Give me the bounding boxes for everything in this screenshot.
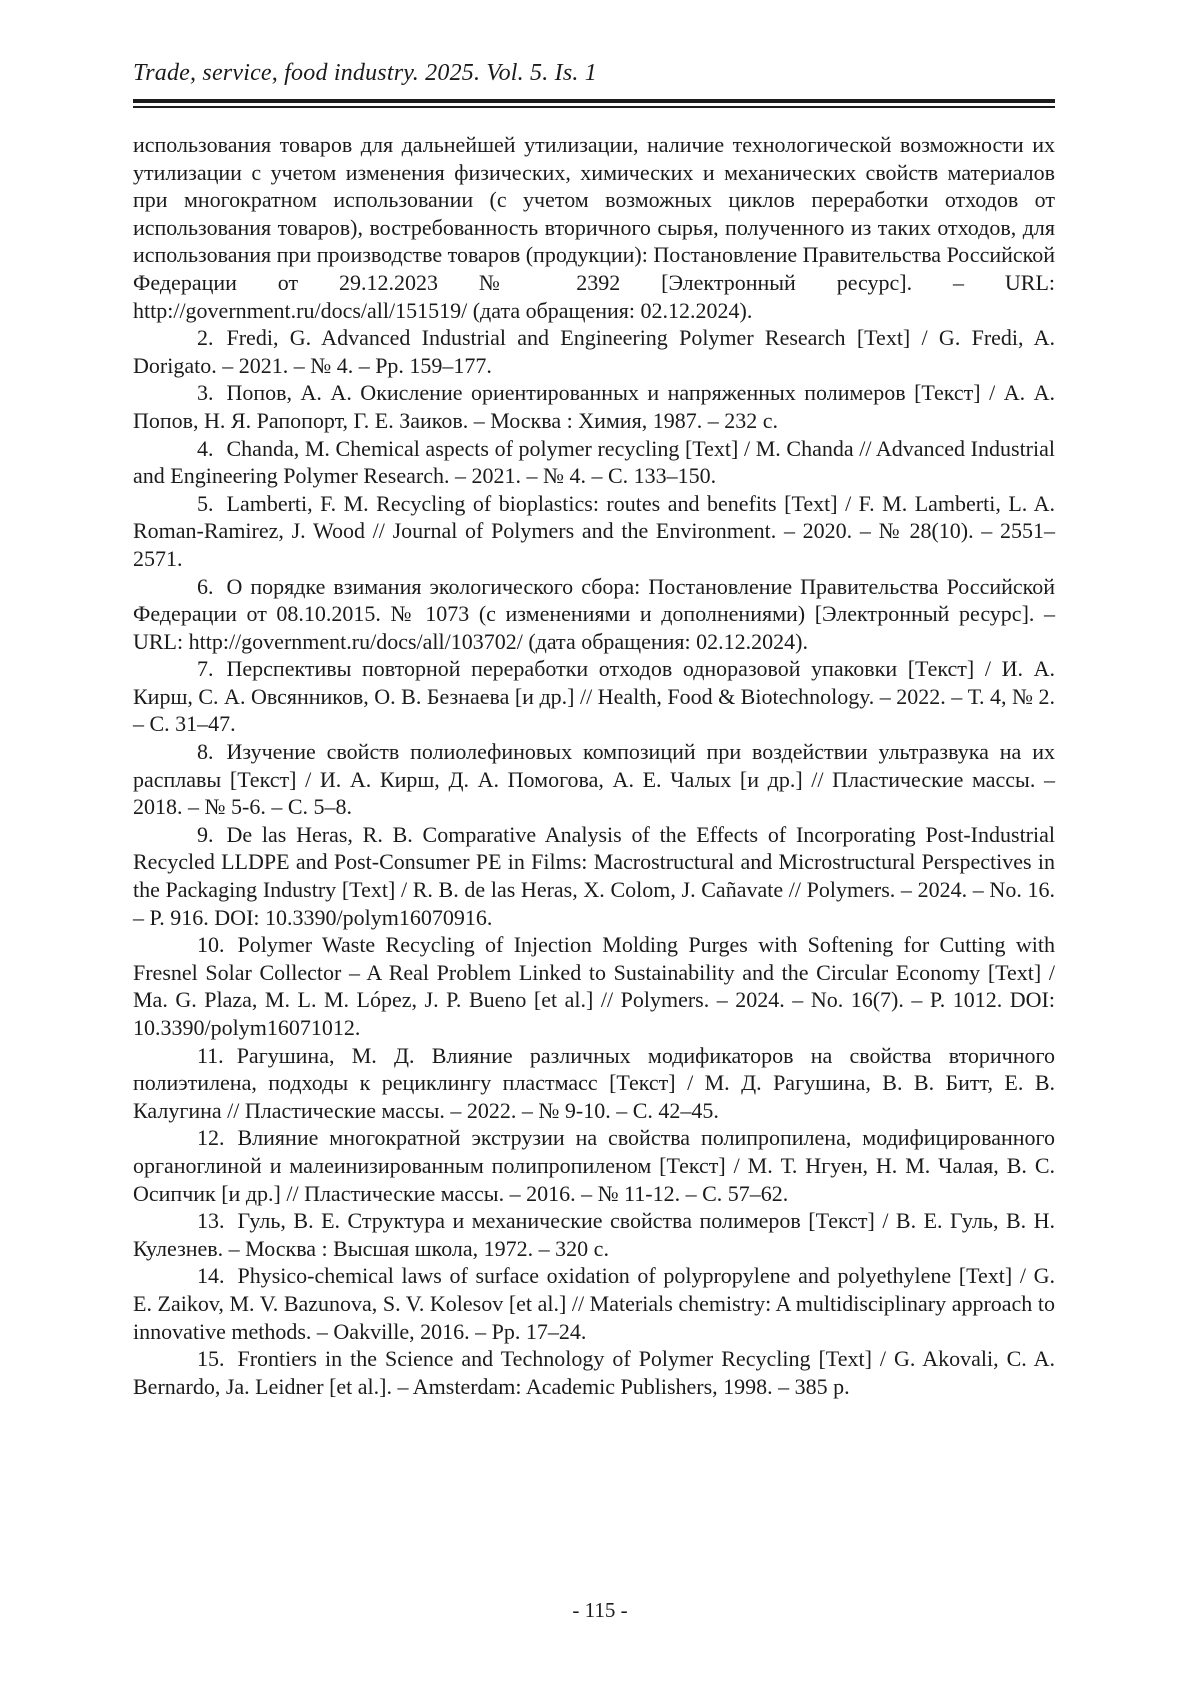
reference-item [133, 655, 1055, 738]
reference-text: Physico-chemical laws of surface oxidation of polypropylene and polyethylene [Text] / G. E. Zaikov, M. V. Bazunova, S. V. Kolesov [et al.] // Materials chemistry: A multidisciplinary approach to innovative methods. – Oakville, 2016. – Pp. 17–24. [133, 1263, 1055, 1344]
reference-item [133, 931, 1055, 1041]
reference-number: 6. [197, 573, 214, 599]
reference-number: 10. [197, 932, 225, 958]
reference-number: 11. [197, 1042, 224, 1068]
reference-number: 8. [197, 739, 214, 765]
reference-item [133, 738, 1055, 821]
reference-text: Изучение свойств полиолефиновых композиций при воздействии ультразвука на их расплавы [Текст] / И. А. Кирш, Д. А. Помогова, А. Е. Чалых [и др.] // Пластические массы. – 2018. – № 5-6. – С. 5–8. [133, 739, 1055, 820]
reference-text: Fredi, G. Advanced Industrial and Engineering Polymer Research [Text] / G. Fredi, A. Dorigato. – 2021. – № 4. – Pp. 159–177. [133, 325, 1055, 378]
reference-number: 14. [197, 1263, 225, 1289]
running-head: Trade, service, food industry. 2025. Vol. 5. Is. 1 [133, 60, 597, 86]
reference-number: 5. [197, 490, 214, 516]
reference-number: 13. [197, 1208, 225, 1234]
reference-number: 9. [197, 821, 214, 847]
reference-text: Polymer Waste Recycling of Injection Molding Purges with Softening for Cutting with Fresnel Solar Collector – A Real Problem Linked to Sustainability and the Circular Economy [Text] / Ma. G. Plaza, M. L. M. López, J. P. Bueno [et al.] // Polymers. – 2024. – No. 16(7). – P. 1012. DOI: 10.3390/polym16071012. [133, 932, 1055, 1040]
page-number: - 115 - [572, 1598, 628, 1622]
reference-text: Влияние многократной экструзии на свойства полипропилена, модифицированного органоглиной и малеинизированным полипропиленом [Текст] / М. Т. Нгуен, Н. М. Чалая, В. С. Осипчик [и др.] // Пластические массы. – 2016. – № 11-12. – С. 57–62. [133, 1125, 1055, 1206]
reference-text: использования товаров для дальнейшей утилизации, наличие технологической возможности их утилизации с учетом изменения физических, химических и механических свойств материалов при многократном использовании (с учетом возможных циклов переработки отходов от использования товаров), востребованность вторичного сырья, полученного из таких отходов, для использования при производстве товаров (продукции): Постановление Правительства Российской Федерации от 29.12.2023 № 2392 [Электронный ресурс]. – URL: http://government.ru/docs/all/151519/ (дата обращения: 02.12.2024). [133, 132, 1055, 323]
reference-text: Гуль, В. Е. Структура и механические свойства полимеров [Текст] / В. Е. Гуль, В. Н. Кулезнев. – Москва : Высшая школа, 1972. – 320 с. [133, 1208, 1055, 1261]
reference-number: 3. [197, 380, 214, 406]
reference-number: 15. [197, 1346, 225, 1372]
reference-text: De las Heras, R. B. Comparative Analysis of the Effects of Incorporating Post-Industrial Recycled LLDPE and Post-Consumer PE in Films: Macrostructural and Microstructural Perspectives in the Packaging Industry [Text] / R. B. de las Heras, X. Colom, J. Cañavate // Polymers. – 2024. – No. 16. – P. 916. DOI: 10.3390/polym16070916. [133, 821, 1055, 930]
reference-item [133, 435, 1055, 490]
reference-item [133, 324, 1055, 379]
reference-number: 7. [197, 656, 214, 682]
references-list [133, 131, 1055, 1400]
reference-text: Рагушина, М. Д. Влияние различных модификаторов на свойства вторичного полиэтилена, подходы к рециклингу пластмасс [Текст] / М. Д. Рагушина, В. В. Битт, Е. В. Калугина // Пластические массы. – 2022. – № 9-10. – С. 42–45. [133, 1042, 1055, 1123]
reference-text: Попов, А. А. Окисление ориентированных и напряженных полимеров [Текст] / А. А. Попов, Н. Я. Рапопорт, Г. Е. Заиков. – Москва : Химия, 1987. – 232 с. [133, 380, 1055, 433]
reference-item [133, 573, 1055, 656]
reference-item [133, 379, 1055, 434]
reference-number: 2. [197, 325, 214, 351]
reference-item [133, 821, 1055, 931]
reference-item [133, 490, 1055, 573]
reference-text: Frontiers in the Science and Technology of Polymer Recycling [Text] / G. Akovali, C. A. Bernardo, Ja. Leidner [et al.]. – Amsterdam: Academic Publishers, 1998. – 385 p. [133, 1346, 1055, 1399]
reference-item [133, 1042, 1055, 1125]
reference-item [133, 1207, 1055, 1262]
reference-text: Lamberti, F. M. Recycling of bioplastics: routes and benefits [Text] / F. M. Lamberti, L. A. Roman-Ramirez, J. Wood // Journal of Polymers and the Environment. – 2020. – № 28(10). – 2551–2571. [133, 490, 1055, 571]
reference-item [133, 1262, 1055, 1345]
reference-text: Chanda, M. Chemical aspects of polymer recycling [Text] / M. Chanda // Advanced Industrial and Engineering Polymer Research. – 2021. – № 4. – С. 133–150. [133, 435, 1055, 489]
reference-item [133, 131, 1055, 324]
reference-item [133, 1345, 1055, 1400]
reference-number: 4. [197, 435, 214, 461]
reference-number: 12. [197, 1125, 225, 1151]
reference-item [133, 1124, 1055, 1207]
reference-text: Перспективы повторной переработки отходов одноразовой упаковки [Текст] / И. А. Кирш, С. А. Овсянников, О. В. Безнаева [и др.] // Health, Food & Biotechnology. – 2022. – Т. 4, № 2. – С. 31–47. [133, 656, 1056, 737]
reference-text: О порядке взимания экологического сбора: Постановление Правительства Российской Федерации от 08.10.2015. № 1073 (с изменениями и дополнениями) [Электронный ресурс]. – URL: http://government.ru/docs/all/103702/ (дата обращения: 02.12.2024). [133, 573, 1055, 654]
header-rule [133, 99, 1055, 108]
